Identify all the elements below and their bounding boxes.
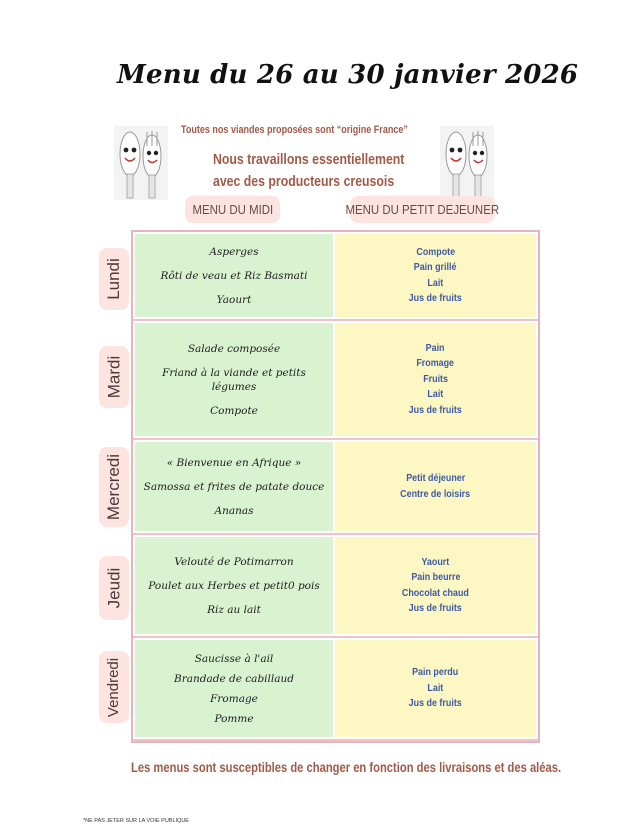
petit-dejeuner-cell bbox=[335, 442, 536, 531]
producers-note bbox=[213, 149, 404, 193]
day-label-vendredi bbox=[99, 651, 129, 723]
breakfast-item: Lait bbox=[427, 681, 444, 694]
midi-dish: Riz au lait bbox=[207, 603, 261, 616]
midi-dish: Saucisse à l'ail bbox=[194, 652, 274, 665]
day-label-text: Lundi bbox=[104, 258, 124, 300]
breakfast-item: Fromage bbox=[416, 357, 455, 370]
midi-cell bbox=[135, 234, 333, 317]
midi-dish: Brandade de cabillaud bbox=[174, 672, 294, 685]
breakfast-item: Jus de fruits bbox=[408, 403, 463, 416]
origin-note: Toutes nos viandes proposées sont “origine France” bbox=[181, 124, 408, 136]
day-row-mardi bbox=[133, 321, 538, 440]
column-header-label: MENU DU PETIT DEJEUNER bbox=[345, 202, 500, 217]
day-row-vendredi bbox=[133, 638, 538, 741]
midi-dish: Pomme bbox=[214, 712, 254, 725]
breakfast-item: Fruits bbox=[423, 372, 448, 385]
breakfast-item: Lait bbox=[427, 276, 444, 289]
day-row-jeudi bbox=[133, 535, 538, 638]
day-label-mercredi bbox=[99, 447, 129, 527]
breakfast-item: Pain grillé bbox=[414, 261, 457, 273]
breakfast-item: Petit déjeuner bbox=[405, 472, 466, 484]
column-header-label: MENU DU MIDI bbox=[192, 202, 273, 217]
petit-dejeuner-cell bbox=[335, 537, 536, 634]
day-label-jeudi bbox=[99, 556, 129, 620]
breakfast-item: Chocolat chaud bbox=[402, 586, 469, 599]
petit-dejeuner-cell bbox=[335, 323, 536, 436]
breakfast-item: Yaourt bbox=[421, 555, 450, 568]
midi-cell bbox=[135, 537, 333, 634]
breakfast-item: Compote bbox=[416, 245, 455, 258]
midi-cell bbox=[135, 640, 333, 737]
midi-dish: Velouté de Potimarron bbox=[174, 555, 294, 568]
day-row-mercredi bbox=[133, 440, 538, 535]
midi-cell bbox=[135, 323, 333, 436]
cutlery-mascot-icon bbox=[440, 126, 494, 200]
breakfast-item: Pain perdu bbox=[412, 666, 459, 679]
column-header-petit-dejeuner bbox=[345, 196, 500, 223]
midi-dish: Rôti de veau et Riz Basmati bbox=[160, 269, 308, 282]
breakfast-item: Jus de fruits bbox=[408, 697, 463, 710]
midi-dish: « Bienvenue en Afrique » bbox=[166, 456, 302, 469]
petit-dejeuner-cell bbox=[335, 640, 536, 737]
breakfast-item: Centre de loisirs bbox=[400, 487, 471, 500]
midi-dish: Ananas bbox=[214, 504, 254, 517]
day-label-text: Jeudi bbox=[104, 567, 124, 609]
day-label-text: Mardi bbox=[104, 355, 124, 399]
day-label-text: Mercredi bbox=[104, 453, 123, 521]
breakfast-item: Pain beurre bbox=[410, 571, 461, 583]
column-header-midi bbox=[185, 196, 280, 223]
midi-dish: Yaourt bbox=[216, 293, 252, 306]
midi-dish: Asperges bbox=[209, 245, 259, 258]
disclaimer: *NE PAS JETER SUR LA VOIE PUBLIQUE bbox=[83, 818, 189, 824]
breakfast-item: Jus de fruits bbox=[408, 602, 463, 614]
menu-grid bbox=[131, 230, 540, 743]
day-label-lundi bbox=[99, 248, 129, 310]
day-label-mardi bbox=[99, 346, 129, 408]
page-title: Menu du 26 au 30 janvier 2026 bbox=[117, 60, 579, 90]
footer-note: Les menus sont susceptibles de changer en fonction des livraisons et des aléas. bbox=[131, 759, 562, 775]
breakfast-item: Pain bbox=[426, 341, 445, 354]
cutlery-mascot-icon bbox=[114, 126, 168, 200]
breakfast-item: Lait bbox=[427, 388, 444, 401]
midi-dish: Samossa et frites de patate douce bbox=[143, 480, 325, 493]
midi-dish: Friand à la viande et petits légumes bbox=[162, 366, 306, 393]
day-row-lundi bbox=[133, 232, 538, 321]
producers-note-line: avec des producteurs creusois bbox=[213, 173, 395, 190]
midi-dish: Fromage bbox=[210, 692, 258, 705]
breakfast-item: Jus de fruits bbox=[408, 292, 463, 304]
midi-dish: Compote bbox=[210, 404, 258, 417]
petit-dejeuner-cell bbox=[335, 234, 536, 317]
producers-note-line: Nous travaillons essentiellement bbox=[213, 151, 405, 168]
midi-dish: Poulet aux Herbes et petit0 pois bbox=[148, 579, 320, 592]
midi-dish: Salade composée bbox=[187, 342, 281, 355]
midi-cell bbox=[135, 442, 333, 531]
day-label-text: Vendredi bbox=[105, 657, 123, 717]
